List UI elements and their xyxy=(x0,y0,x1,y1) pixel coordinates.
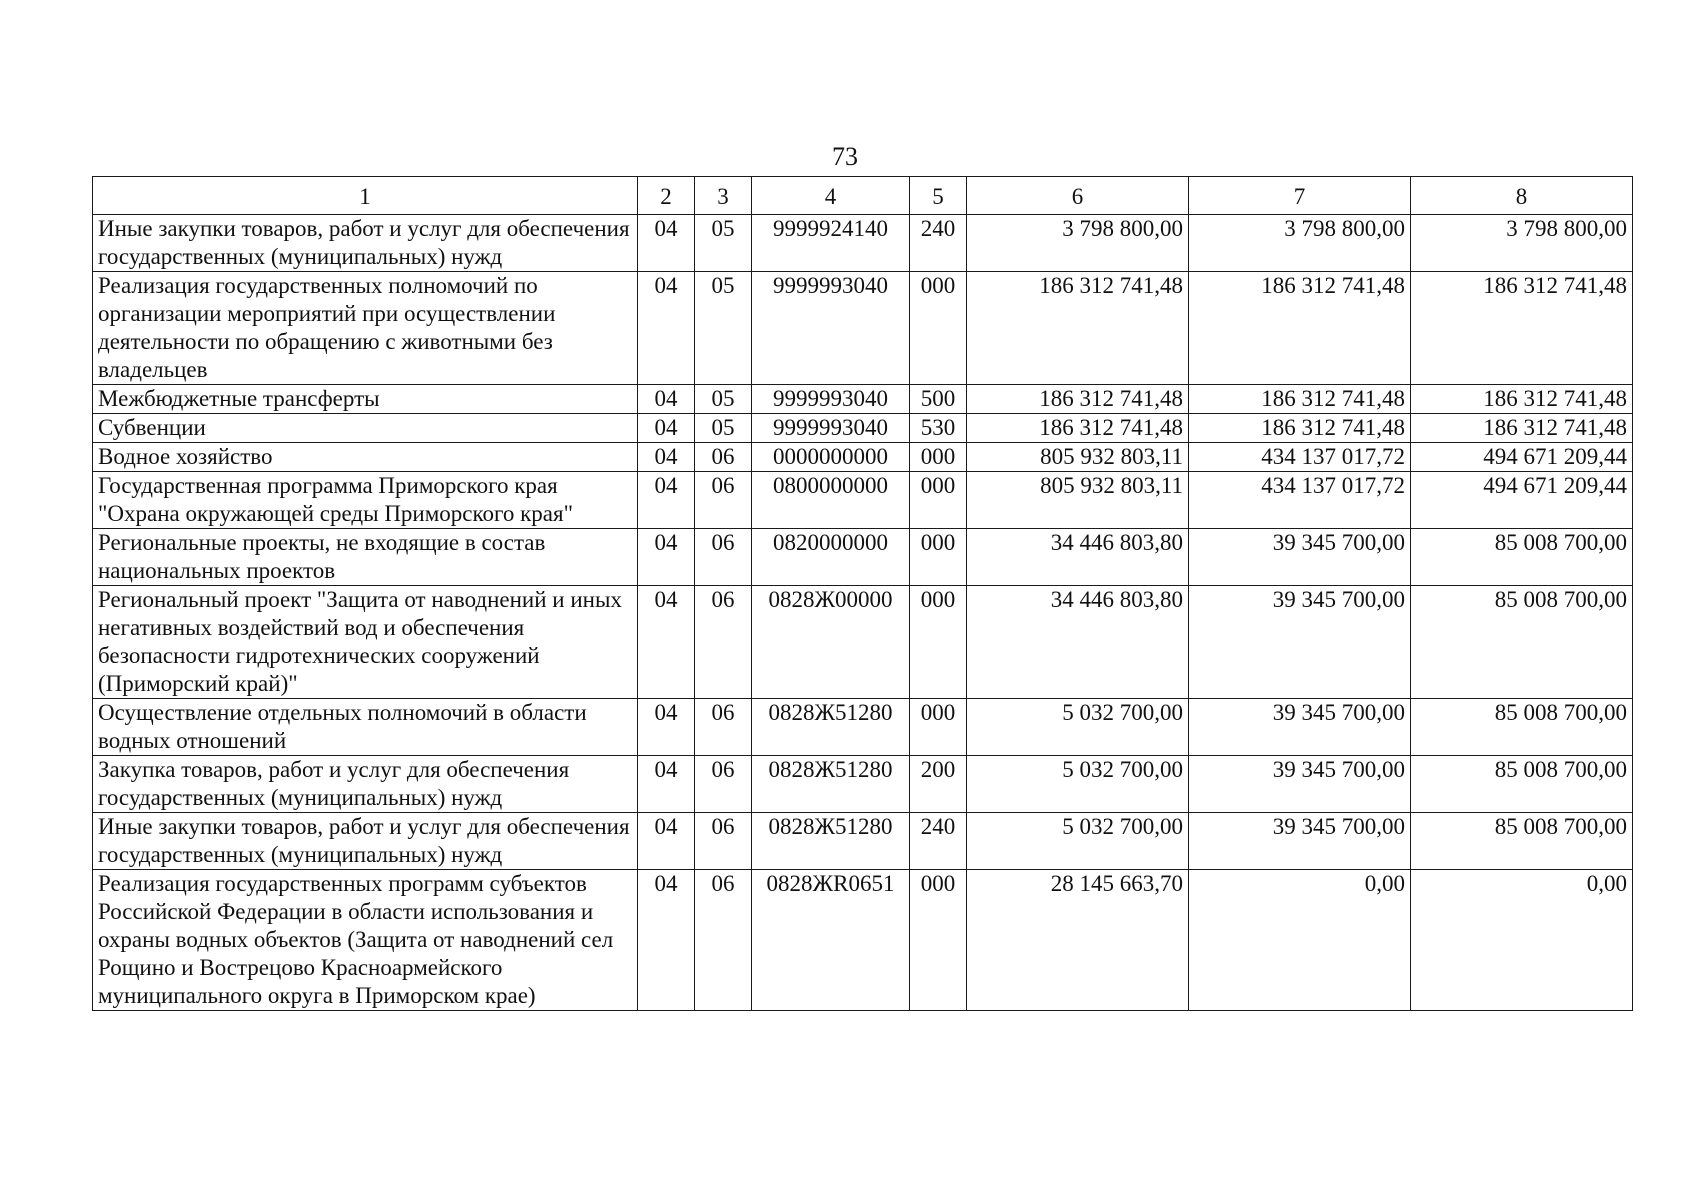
cell-section: 04 xyxy=(638,529,695,586)
cell-amount-col6: 28 145 663,70 xyxy=(967,870,1189,1011)
cell-target-article: 9999993040 xyxy=(752,272,910,385)
cell-target-article: 0828Ж51280 xyxy=(752,813,910,870)
cell-subsection: 06 xyxy=(695,443,752,472)
cell-amount-col7: 186 312 741,48 xyxy=(1189,272,1411,385)
table-row xyxy=(93,414,1633,443)
cell-amount-col6: 5 032 700,00 xyxy=(967,699,1189,756)
cell-expense-type: 000 xyxy=(910,272,967,385)
header-col-3: 3 xyxy=(695,177,752,215)
cell-amount-col6: 3 798 800,00 xyxy=(967,215,1189,272)
cell-subsection: 06 xyxy=(695,586,752,699)
cell-amount-col7: 186 312 741,48 xyxy=(1189,414,1411,443)
cell-amount-col6: 186 312 741,48 xyxy=(967,272,1189,385)
cell-amount-col6: 34 446 803,80 xyxy=(967,586,1189,699)
cell-amount-col8: 85 008 700,00 xyxy=(1411,586,1633,699)
cell-amount-col8: 186 312 741,48 xyxy=(1411,272,1633,385)
cell-subsection: 06 xyxy=(695,529,752,586)
cell-subsection: 06 xyxy=(695,756,752,813)
cell-expense-type: 000 xyxy=(910,586,967,699)
cell-amount-col6: 186 312 741,48 xyxy=(967,385,1189,414)
cell-subsection: 06 xyxy=(695,699,752,756)
cell-amount-col7: 39 345 700,00 xyxy=(1189,756,1411,813)
cell-amount-col8: 85 008 700,00 xyxy=(1411,699,1633,756)
cell-name: Межбюджетные трансферты xyxy=(93,385,638,414)
cell-amount-col8: 494 671 209,44 xyxy=(1411,472,1633,529)
cell-subsection: 05 xyxy=(695,215,752,272)
table-body xyxy=(93,215,1633,1011)
cell-section: 04 xyxy=(638,443,695,472)
cell-amount-col8: 85 008 700,00 xyxy=(1411,529,1633,586)
cell-target-article: 0828Ж00000 xyxy=(752,586,910,699)
header-col-1: 1 xyxy=(93,177,638,215)
header-col-2: 2 xyxy=(638,177,695,215)
cell-expense-type: 000 xyxy=(910,443,967,472)
cell-target-article: 0000000000 xyxy=(752,443,910,472)
cell-amount-col6: 805 932 803,11 xyxy=(967,472,1189,529)
cell-name: Реализация государственных программ субъектов Российской Федерации в области использования и охраны водных объектов (Защита от наводнений сел Рощино и Вострецово Красноармейского муниципального округа в Приморском крае) xyxy=(93,870,638,1011)
cell-amount-col8: 3 798 800,00 xyxy=(1411,215,1633,272)
table-row xyxy=(93,272,1633,385)
cell-amount-col7: 39 345 700,00 xyxy=(1189,586,1411,699)
cell-expense-type: 000 xyxy=(910,870,967,1011)
cell-subsection: 06 xyxy=(695,472,752,529)
budget-table xyxy=(92,176,1633,1011)
cell-amount-col6: 5 032 700,00 xyxy=(967,756,1189,813)
header-col-5: 5 xyxy=(910,177,967,215)
cell-amount-col7: 434 137 017,72 xyxy=(1189,472,1411,529)
cell-amount-col8: 494 671 209,44 xyxy=(1411,443,1633,472)
cell-expense-type: 240 xyxy=(910,813,967,870)
cell-section: 04 xyxy=(638,756,695,813)
cell-subsection: 05 xyxy=(695,385,752,414)
cell-amount-col7: 39 345 700,00 xyxy=(1189,699,1411,756)
cell-expense-type: 200 xyxy=(910,756,967,813)
cell-amount-col7: 0,00 xyxy=(1189,870,1411,1011)
cell-target-article: 0828Ж51280 xyxy=(752,756,910,813)
table-row xyxy=(93,529,1633,586)
cell-amount-col8: 186 312 741,48 xyxy=(1411,385,1633,414)
page-number: 73 xyxy=(832,142,858,171)
table-row xyxy=(93,756,1633,813)
cell-expense-type: 500 xyxy=(910,385,967,414)
cell-target-article: 9999924140 xyxy=(752,215,910,272)
header-col-4: 4 xyxy=(752,177,910,215)
cell-amount-col8: 85 008 700,00 xyxy=(1411,813,1633,870)
cell-amount-col6: 34 446 803,80 xyxy=(967,529,1189,586)
cell-subsection: 06 xyxy=(695,813,752,870)
cell-name: Реализация государственных полномочий по организации мероприятий при осуществлении деятельности по обращению с животными без владельцев xyxy=(93,272,638,385)
cell-target-article: 0828Ж51280 xyxy=(752,699,910,756)
cell-amount-col6: 186 312 741,48 xyxy=(967,414,1189,443)
cell-name: Региональные проекты, не входящие в состав национальных проектов xyxy=(93,529,638,586)
cell-name: Закупка товаров, работ и услуг для обеспечения государственных (муниципальных) нужд xyxy=(93,756,638,813)
cell-amount-col7: 186 312 741,48 xyxy=(1189,385,1411,414)
cell-amount-col6: 5 032 700,00 xyxy=(967,813,1189,870)
table-row xyxy=(93,813,1633,870)
cell-section: 04 xyxy=(638,813,695,870)
cell-target-article: 0820000000 xyxy=(752,529,910,586)
cell-amount-col6: 805 932 803,11 xyxy=(967,443,1189,472)
cell-target-article: 9999993040 xyxy=(752,385,910,414)
table-row xyxy=(93,699,1633,756)
cell-amount-col7: 434 137 017,72 xyxy=(1189,443,1411,472)
cell-section: 04 xyxy=(638,385,695,414)
cell-section: 04 xyxy=(638,272,695,385)
cell-target-article: 0828ЖR0651 xyxy=(752,870,910,1011)
header-row xyxy=(93,177,1633,215)
header-col-8: 8 xyxy=(1411,177,1633,215)
cell-expense-type: 000 xyxy=(910,472,967,529)
cell-section: 04 xyxy=(638,472,695,529)
header-col-7: 7 xyxy=(1189,177,1411,215)
cell-name: Государственная программа Приморского края "Охрана окружающей среды Приморского края" xyxy=(93,472,638,529)
cell-subsection: 06 xyxy=(695,870,752,1011)
cell-amount-col7: 39 345 700,00 xyxy=(1189,529,1411,586)
cell-name: Субвенции xyxy=(93,414,638,443)
table-row xyxy=(93,472,1633,529)
cell-amount-col7: 3 798 800,00 xyxy=(1189,215,1411,272)
table-row xyxy=(93,443,1633,472)
cell-name: Водное хозяйство xyxy=(93,443,638,472)
cell-section: 04 xyxy=(638,586,695,699)
cell-section: 04 xyxy=(638,699,695,756)
cell-target-article: 9999993040 xyxy=(752,414,910,443)
cell-amount-col8: 186 312 741,48 xyxy=(1411,414,1633,443)
table-row xyxy=(93,385,1633,414)
cell-amount-col7: 39 345 700,00 xyxy=(1189,813,1411,870)
cell-section: 04 xyxy=(638,870,695,1011)
cell-name: Осуществление отдельных полномочий в области водных отношений xyxy=(93,699,638,756)
cell-name: Иные закупки товаров, работ и услуг для обеспечения государственных (муниципальных) нужд xyxy=(93,215,638,272)
cell-subsection: 05 xyxy=(695,272,752,385)
cell-expense-type: 000 xyxy=(910,529,967,586)
cell-expense-type: 240 xyxy=(910,215,967,272)
cell-section: 04 xyxy=(638,414,695,443)
cell-section: 04 xyxy=(638,215,695,272)
table-row xyxy=(93,870,1633,1011)
cell-expense-type: 530 xyxy=(910,414,967,443)
cell-amount-col8: 85 008 700,00 xyxy=(1411,756,1633,813)
cell-expense-type: 000 xyxy=(910,699,967,756)
cell-target-article: 0800000000 xyxy=(752,472,910,529)
cell-name: Региональный проект "Защита от наводнений и иных негативных воздействий вод и обеспечения безопасности гидротехнических сооружений (Приморский край)" xyxy=(93,586,638,699)
table-row xyxy=(93,586,1633,699)
cell-subsection: 05 xyxy=(695,414,752,443)
table-row xyxy=(93,215,1633,272)
cell-amount-col8: 0,00 xyxy=(1411,870,1633,1011)
header-col-6: 6 xyxy=(967,177,1189,215)
cell-name: Иные закупки товаров, работ и услуг для обеспечения государственных (муниципальных) нужд xyxy=(93,813,638,870)
